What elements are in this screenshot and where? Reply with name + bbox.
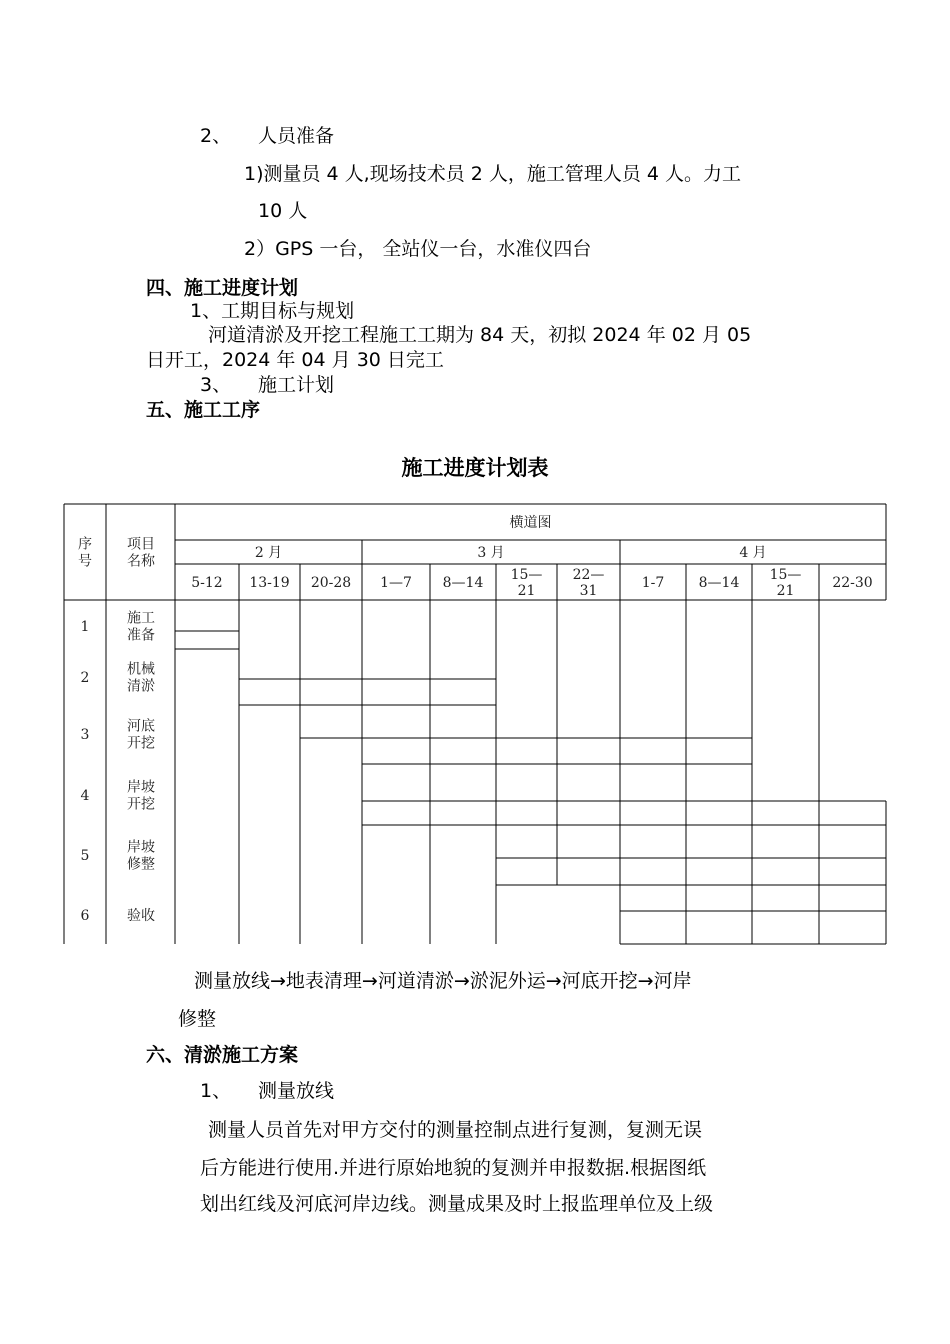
row-num-2: 3 (80, 727, 90, 743)
header-item-1: 名称 (127, 553, 155, 570)
section-4-heading: 四、施工进度计划 (146, 277, 299, 299)
period-10-0: 22-30 (832, 575, 873, 591)
gantt-title: 施工进度计划表 (401, 456, 549, 480)
row-name-3-0: 岸坡 (127, 779, 155, 796)
survey-para-line-1: 测量人员首先对甲方交付的测量控制点进行复测，复测无误 (208, 1119, 703, 1141)
row-name-5-0: 验收 (127, 908, 155, 924)
period-0-0: 5-12 (191, 575, 223, 591)
survey-para-line-2: 后方能进行使用.并进行原始地貌的复测并申报数据.根据图纸 (200, 1157, 707, 1179)
month-apr: 4 月 (739, 545, 767, 561)
section-6-sub1-num: 1、 (200, 1080, 232, 1102)
section-4-sub3-num: 3、 (200, 374, 232, 396)
row-num-1: 2 (80, 670, 90, 686)
equipment-line: 2）GPS 一台， 全站仪一台，水准仪四台 (244, 238, 592, 260)
period-5-1: 21 (517, 583, 536, 599)
period-4-0: 8—14 (442, 575, 484, 591)
row-num-5: 6 (80, 908, 90, 924)
section-4-sub3: 施工计划 (258, 374, 335, 396)
row-name-3-1: 开挖 (127, 796, 155, 813)
row-num-3: 4 (80, 788, 90, 804)
row-num-0: 1 (80, 619, 90, 635)
section-6-heading: 六、清淤施工方案 (146, 1044, 299, 1066)
row-name-1-1: 清淤 (127, 678, 155, 695)
period-3-0: 1—7 (380, 575, 412, 591)
personnel-line-1: 1)测量员 4 人,现场技术员 2 人，施工管理人员 4 人。力工 (244, 163, 742, 185)
survey-para-line-3: 划出红线及河底河岸边线。测量成果及时上报监理单位及上级 (200, 1193, 714, 1215)
period-1-0: 13-19 (249, 575, 290, 591)
row-name-4-0: 岸坡 (127, 839, 155, 856)
row-name-2-1: 开挖 (127, 735, 155, 752)
row-name-0-1: 准备 (127, 627, 155, 644)
period-8-0: 8—14 (698, 575, 740, 591)
period-6-1: 31 (579, 583, 598, 599)
row-name-2-0: 河底 (127, 718, 155, 735)
month-feb: 2 月 (254, 545, 283, 561)
row-num-4: 5 (80, 848, 90, 864)
period-6-0: 22— (572, 567, 605, 583)
header-seq-1: 号 (78, 553, 92, 570)
personnel-heading: 人员准备 (258, 125, 335, 147)
period-5-0: 15— (510, 567, 543, 583)
personnel-heading-num: 2、 (200, 125, 232, 147)
process-line-2: 修整 (178, 1008, 217, 1030)
period-9-0: 15— (769, 567, 802, 583)
schedule-para-line-1: 河道清淤及开挖工程施工工期为 84 天，初拟 2024 年 02 月 05 (208, 324, 752, 346)
schedule-para-line-2: 日开工，2024 年 04 月 30 日完工 (146, 349, 444, 371)
row-name-1-0: 机械 (127, 661, 155, 678)
header-seq-0: 序 (78, 536, 92, 553)
process-line-1: 测量放线→地表清理→河道清淤→淤泥外运→河底开挖→河岸 (194, 970, 692, 992)
header-item-0: 项目 (127, 536, 155, 553)
section-6-sub1: 测量放线 (258, 1080, 335, 1102)
section-4-sub1: 1、工期目标与规划 (190, 300, 355, 322)
header-chart: 横道图 (509, 515, 552, 531)
period-2-0: 20-28 (310, 575, 352, 591)
section-5-heading: 五、施工工序 (146, 399, 261, 421)
row-name-0-0: 施工 (127, 610, 155, 627)
personnel-line-1b: 10 人 (258, 200, 308, 222)
row-name-4-1: 修整 (127, 856, 155, 873)
period-7-0: 1-7 (641, 575, 665, 591)
month-mar: 3 月 (477, 545, 505, 561)
period-9-1: 21 (776, 583, 795, 599)
